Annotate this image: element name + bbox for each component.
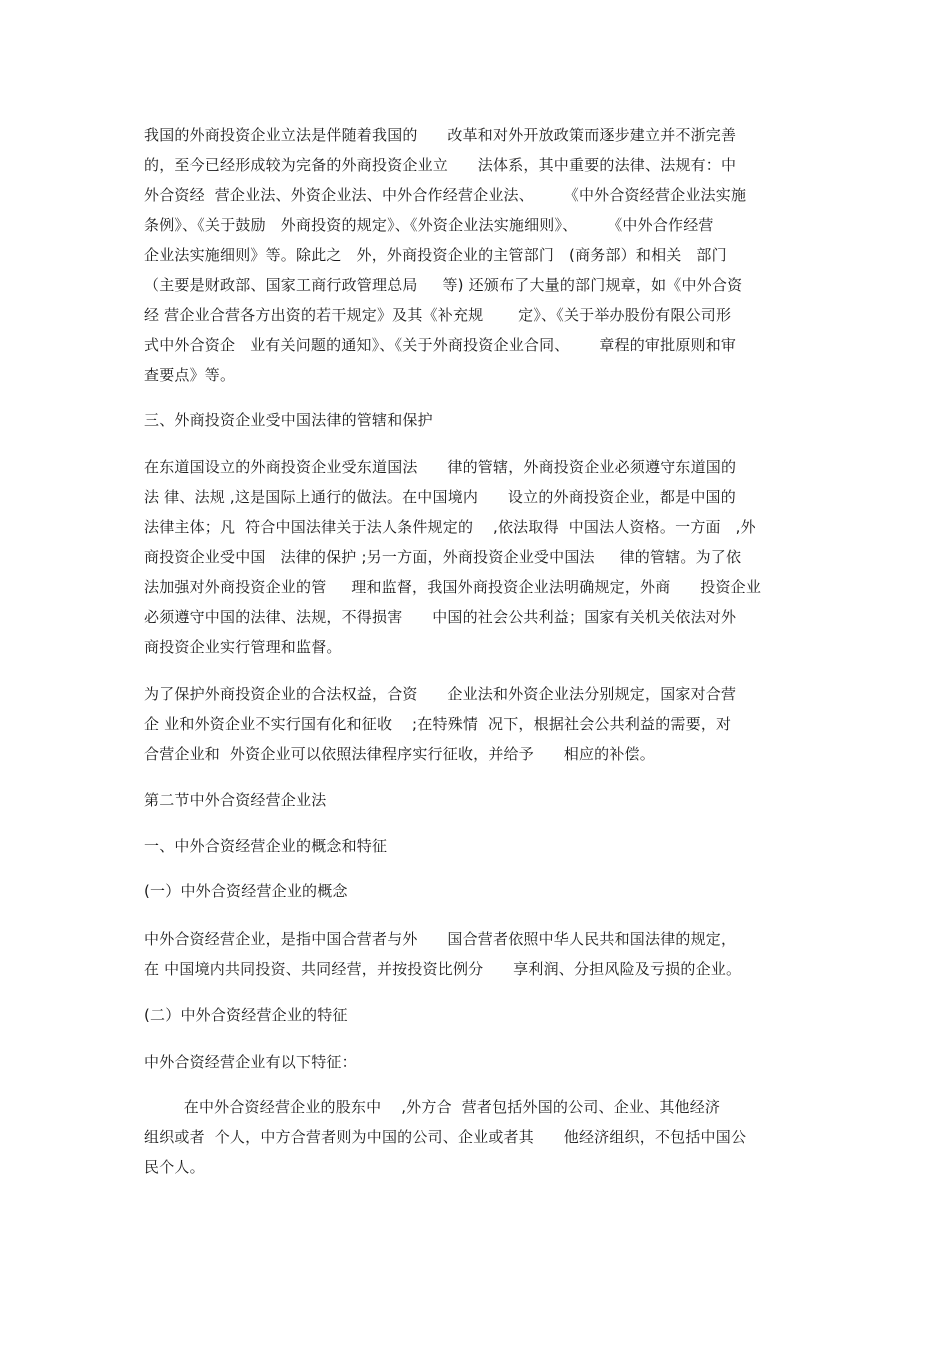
paragraph-1-line-6: （主要是财政部、国家工商行政管理总局 等) 还颁布了大量的部门规章，如《中外合资 [144, 276, 743, 294]
paragraph-2-line-1: 在东道国设立的外商投资企业受东道国法 律的管辖，外商投资企业必须遵守东道国的 [144, 458, 737, 476]
paragraph-3-line-3: 合营企业和 外资企业可以依照法律程序实行征收，并给予 相应的补偿。 [144, 745, 655, 763]
paragraph-2-line-6: 必须遵守中国的法律、法规，不得损害 中国的社会公共利益；国家有关机关依法对外 [144, 608, 737, 626]
paragraph-4-line-1: 中外合资经营企业，是指中国合营者与外 国合营者依照中华人民共和国法律的规定， [144, 930, 737, 948]
paragraph-5-line-3: 民个人。 [144, 1158, 205, 1176]
paragraph-1-line-3: 外合资经 营企业法、外资企业法、中外合作经营企业法、 《中外合资经营企业法实施 [144, 186, 747, 204]
paragraph-3-line-1: 为了保护外商投资企业的合法权益，合资 企业法和外资企业法分别规定，国家对合营 [144, 685, 737, 703]
paragraph-1-line-8: 式中外合资企 业有关问题的通知》、《关于外商投资企业合同、 章程的审批原则和审 [144, 336, 737, 354]
paragraph-1-line-9: 查要点》等。 [144, 366, 236, 384]
paragraph-2-line-2: 法 律、法规 ,这是国际上通行的做法。在中国境内 设立的外商投资企业，都是中国的 [144, 488, 736, 506]
features-intro: 中外合资经营企业有以下特征： [144, 1053, 357, 1071]
paragraph-5-line-2: 组织或者 个人，中方合营者则为中国的公司、企业或者其 他经济组织，不包括中国公 [144, 1128, 747, 1146]
paragraph-1-line-5: 企业法实施细则》等。除此之 外，外商投资企业的主管部门 (商务部）和相关 部门 [144, 246, 727, 264]
paragraph-2-line-4: 商投资企业受中国 法律的保护 ;另一方面，外商投资企业受中国法 律的管辖。为了依 [144, 548, 742, 566]
paragraph-4-line-2: 在 中国境内共同投资、共同经营，并按投资比例分 享利润、分担风险及亏损的企业。 [144, 960, 742, 978]
paragraph-5-line-1: 在中外合资经营企业的股东中 ,外方合 营者包括外国的公司、企业、其他经济 [144, 1098, 721, 1116]
section-heading-3: 三、外商投资企业受中国法律的管辖和保护 [144, 411, 433, 429]
paragraph-2-line-7: 商投资企业实行管理和监督。 [144, 638, 342, 656]
paragraph-1-line-7: 经 营企业合营各方出资的若干规定》及其《补充规 定》、《关于举办股份有限公司形 [144, 306, 732, 324]
paragraph-2-line-5: 法加强对外商投资企业的管 理和监督，我国外商投资企业法明确规定，外商 投资企业 [144, 578, 762, 596]
paragraph-1-line-4: 条例》、《关于鼓励 外商投资的规定》、《外资企业法实施细则》、 《中外合作经营 [144, 216, 714, 234]
paragraph-1-line-1: 我国的外商投资企业立法是伴随着我国的 改革和对外开放政策而逐步建立并不浙完善 [144, 126, 737, 144]
paragraph-1-line-2: 的，至今已经形成较为完备的外商投资企业立 法体系，其中重要的法律、法规有：中 [144, 156, 737, 174]
paragraph-2-line-3: 法律主体；凡 符合中国法律关于法人条件规定的 ,依法取得 中国法人资格。一方面 ,外 [144, 518, 756, 536]
subheading-1-1: (一）中外合资经营企业的概念 [144, 882, 348, 900]
subheading-1: 一、中外合资经营企业的概念和特征 [144, 837, 388, 855]
chapter-heading-section-2: 第二节中外合资经营企业法 [144, 791, 327, 809]
subheading-1-2: (二）中外合资经营企业的特征 [144, 1006, 348, 1024]
paragraph-3-line-2: 企 业和外资企业不实行国有化和征收 ;在特殊情 况下，根据社会公共利益的需要，对 [144, 715, 732, 733]
